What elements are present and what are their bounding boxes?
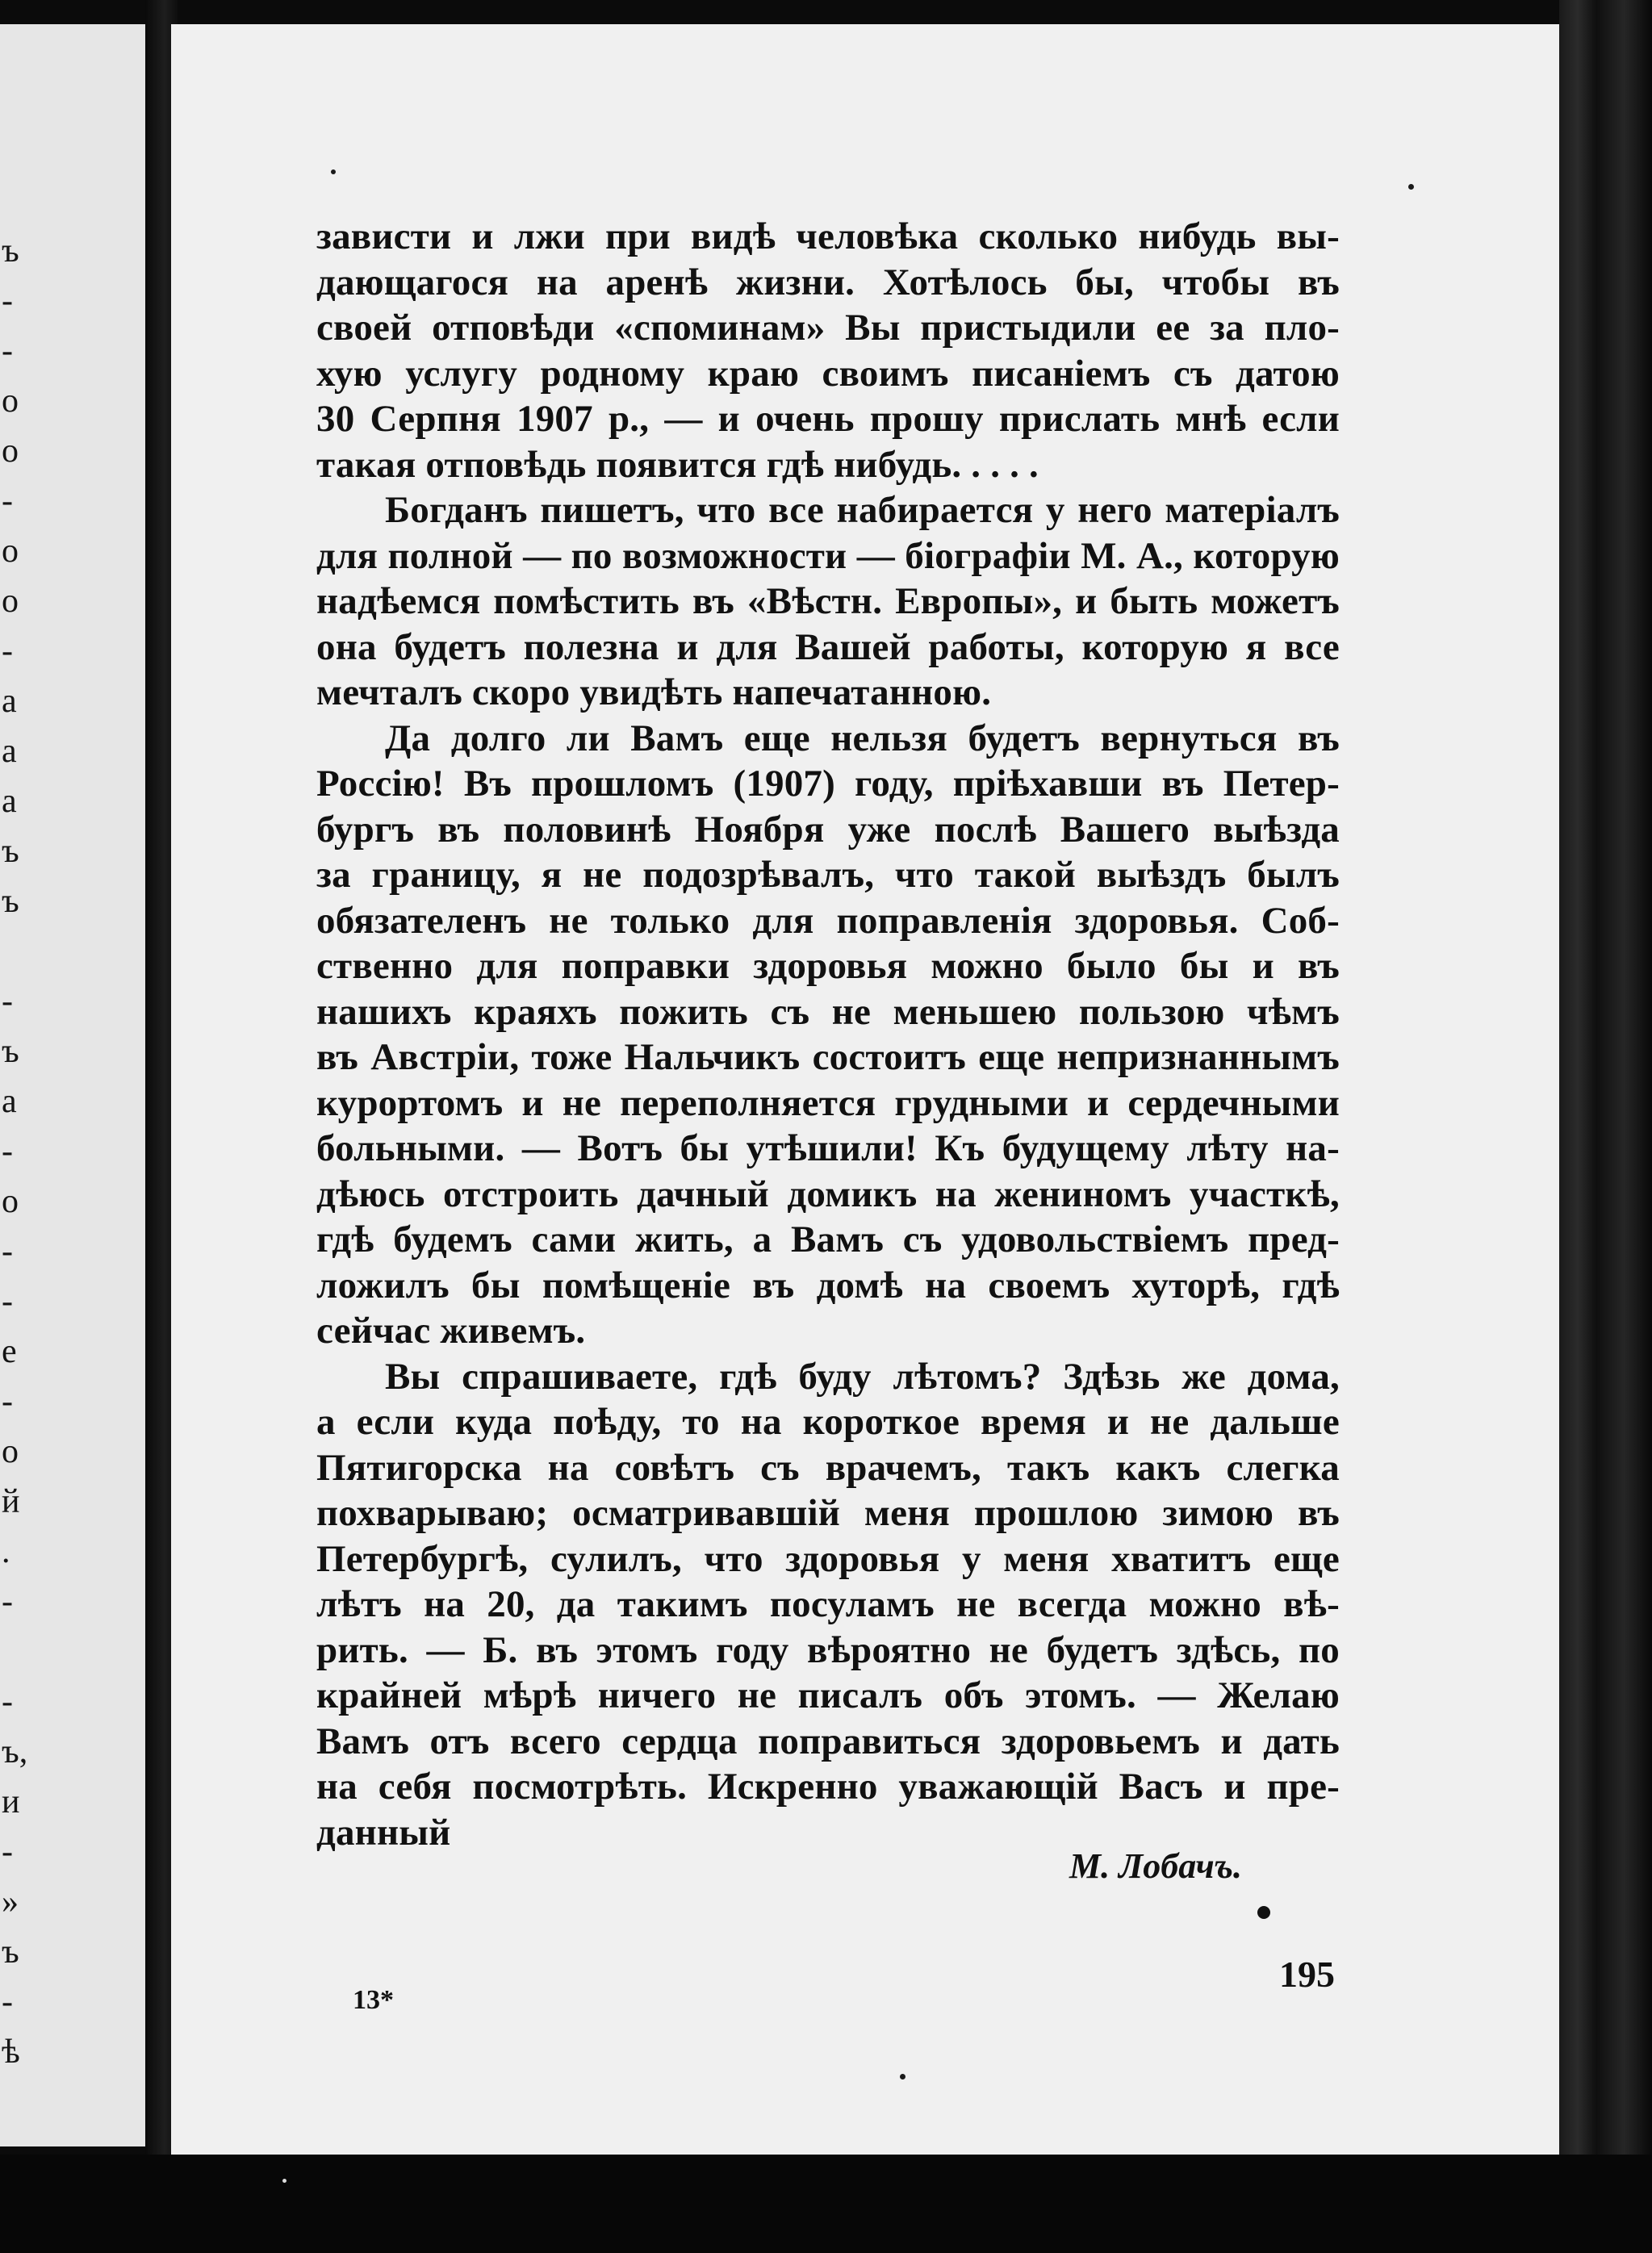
margin-char: о: [2, 583, 19, 620]
margin-char: -: [2, 1383, 13, 1420]
text-line: на себя посмотрѣть. Искренно уважающій Васъ и пре-: [316, 1766, 1340, 1808]
speck: [900, 2074, 905, 2080]
text-line: въ Австріи, тоже Нальчикъ состоитъ еще непризнаннымъ: [316, 1036, 1340, 1078]
margin-char: ъ: [2, 883, 19, 920]
text-line: обязателенъ не только для поправленія здоровья. Соб-: [316, 899, 1340, 942]
margin-char: ъ: [2, 1033, 19, 1070]
speck: [1408, 184, 1414, 190]
text-line: лѣтъ на 20, да такимъ посуламъ не всегда можно вѣ-: [316, 1583, 1340, 1625]
margin-char: о: [2, 1183, 19, 1220]
margin-char: о: [2, 433, 19, 470]
text-line: для полной — по возможности — біографіи М. А., которую: [316, 534, 1340, 577]
text-line: хую услугу родному краю своимъ писаніемъ съ датою: [316, 352, 1340, 395]
margin-char: -: [2, 483, 13, 520]
text-line: курортомъ и не переполняется грудными и сердечными: [316, 1081, 1340, 1124]
speck: [331, 169, 336, 174]
margin-char: -: [2, 1233, 13, 1270]
text-line: Вамъ отъ всего сердца поправиться здоровьемъ и дать: [316, 1720, 1340, 1762]
margin-char: о: [2, 1433, 19, 1470]
text-line: 30 Серпня 1907 р., — и очень прошу прислать мнѣ если: [316, 398, 1340, 440]
text-line: зависти и лжи при видѣ человѣка сколько нибудь вы-: [316, 215, 1340, 257]
margin-char: -: [2, 332, 13, 370]
margin-char: -: [2, 1983, 13, 2021]
text-line: своей отповѣди «споминам» Вы пристыдили ее за пло-: [316, 307, 1340, 349]
speck: [282, 2179, 286, 2183]
text-line: нашихъ краяхъ пожить съ не меньшею пользою чѣмъ: [316, 990, 1340, 1033]
left-page-margin-characters: [2, 226, 34, 2077]
ink-dot: [1257, 1906, 1270, 1919]
margin-char: -: [2, 282, 13, 320]
margin-char: ѣ: [2, 2034, 20, 2071]
text-line: Богданъ пишетъ, что все набирается у него матеріалъ: [385, 489, 1340, 531]
text-line: мечталъ скоро увидѣть напечатанною.: [316, 671, 992, 713]
margin-char: и: [2, 1783, 20, 1820]
margin-char: о: [2, 533, 19, 570]
margin-char: -: [2, 633, 13, 670]
margin-char: е: [2, 1333, 17, 1370]
text-line: такая отповѣдь появится гдѣ нибудь. . . . .: [316, 443, 1039, 486]
margin-char: ъ,: [2, 1733, 28, 1770]
text-line: крайней мѣрѣ ничего не писалъ объ этомъ. — Желаю: [316, 1674, 1340, 1716]
text-line: Пятигорска на совѣтъ съ врачемъ, такъ какъ слегка: [316, 1446, 1340, 1489]
margin-char: а: [2, 783, 17, 820]
margin-char: ъ: [2, 1933, 19, 1971]
text-line: Вы спрашиваете, гдѣ буду лѣтомъ? Здѣзь же дома,: [385, 1355, 1340, 1398]
margin-char: а: [2, 683, 17, 720]
text-line: бургъ въ половинѣ Ноября уже послѣ Вашего выѣзда: [316, 808, 1340, 851]
letter-body: [316, 214, 1340, 1855]
margin-char: ъ: [2, 232, 19, 270]
margin-char: -: [2, 1133, 13, 1170]
text-line: надѣемся помѣстить въ «Вѣстн. Европы», и быть можетъ: [316, 580, 1340, 622]
signature: М. Лобачъ.: [1069, 1846, 1242, 1886]
margin-char: ъ: [2, 833, 19, 870]
text-line: ственно для поправки здоровья можно было бы и въ: [316, 945, 1340, 987]
text-line: Да долго ли Вамъ еще нельзя будетъ вернуться въ: [385, 717, 1340, 759]
margin-char: о: [2, 382, 19, 420]
text-line: похварываю; осматривавшій меня прошлою зимою въ: [316, 1492, 1340, 1534]
margin-char: -: [2, 1683, 13, 1720]
text-line: больными. — Вотъ бы утѣшили! Къ будущему лѣту на-: [316, 1127, 1340, 1169]
margin-char: й: [2, 1483, 20, 1520]
margin-char: а: [2, 733, 17, 770]
text-line: рить. — Б. въ этомъ году вѣроятно не будетъ здѣсь, по: [316, 1628, 1340, 1671]
margin-char: а: [2, 1083, 17, 1120]
margin-char: -: [2, 1283, 13, 1320]
left-page-fragment: [0, 24, 145, 2146]
text-line: дающагося на аренѣ жизни. Хотѣлось бы, чтобы въ: [316, 261, 1340, 303]
text-line: дѣюсь отстроить дачный домикъ на жениномъ участкѣ,: [316, 1172, 1340, 1215]
margin-char: -: [2, 1833, 13, 1871]
margin-char: [2, 1627, 34, 1677]
text-line: сейчас живемъ.: [316, 1310, 586, 1352]
margin-char: -: [2, 983, 13, 1020]
text-line: гдѣ будемъ сами жить, а Вамъ съ удовольствіемъ пред-: [316, 1218, 1340, 1260]
page-number: 195: [1279, 1954, 1335, 1995]
text-line: Петербургѣ, сулилъ, что здоровья у меня хватитъ еще: [316, 1537, 1340, 1580]
text-line: за границу, я не подозрѣвалъ, что такой выѣздъ былъ: [316, 854, 1340, 896]
margin-char: .: [2, 1533, 10, 1570]
scan-bottom-edge: [0, 2155, 1652, 2253]
text-line: а если куда поѣду, то на короткое время и не дальше: [316, 1401, 1340, 1443]
text-line: она будетъ полезна и для Вашей работы, которую я все: [316, 625, 1340, 668]
margin-char: -: [2, 1583, 13, 1620]
text-line: данный: [316, 1811, 451, 1854]
text-line: Россію! Въ прошломъ (1907) году, пріѣхавши въ Петер-: [316, 763, 1340, 805]
printer-signature-mark: 13*: [353, 1985, 394, 2015]
margin-char: »: [2, 1883, 19, 1921]
margin-char: [2, 926, 34, 976]
text-line: ложилъ бы помѣщеніе въ домѣ на своемъ хуторѣ, гдѣ: [316, 1264, 1340, 1306]
page-edge-right: [1559, 0, 1652, 2253]
